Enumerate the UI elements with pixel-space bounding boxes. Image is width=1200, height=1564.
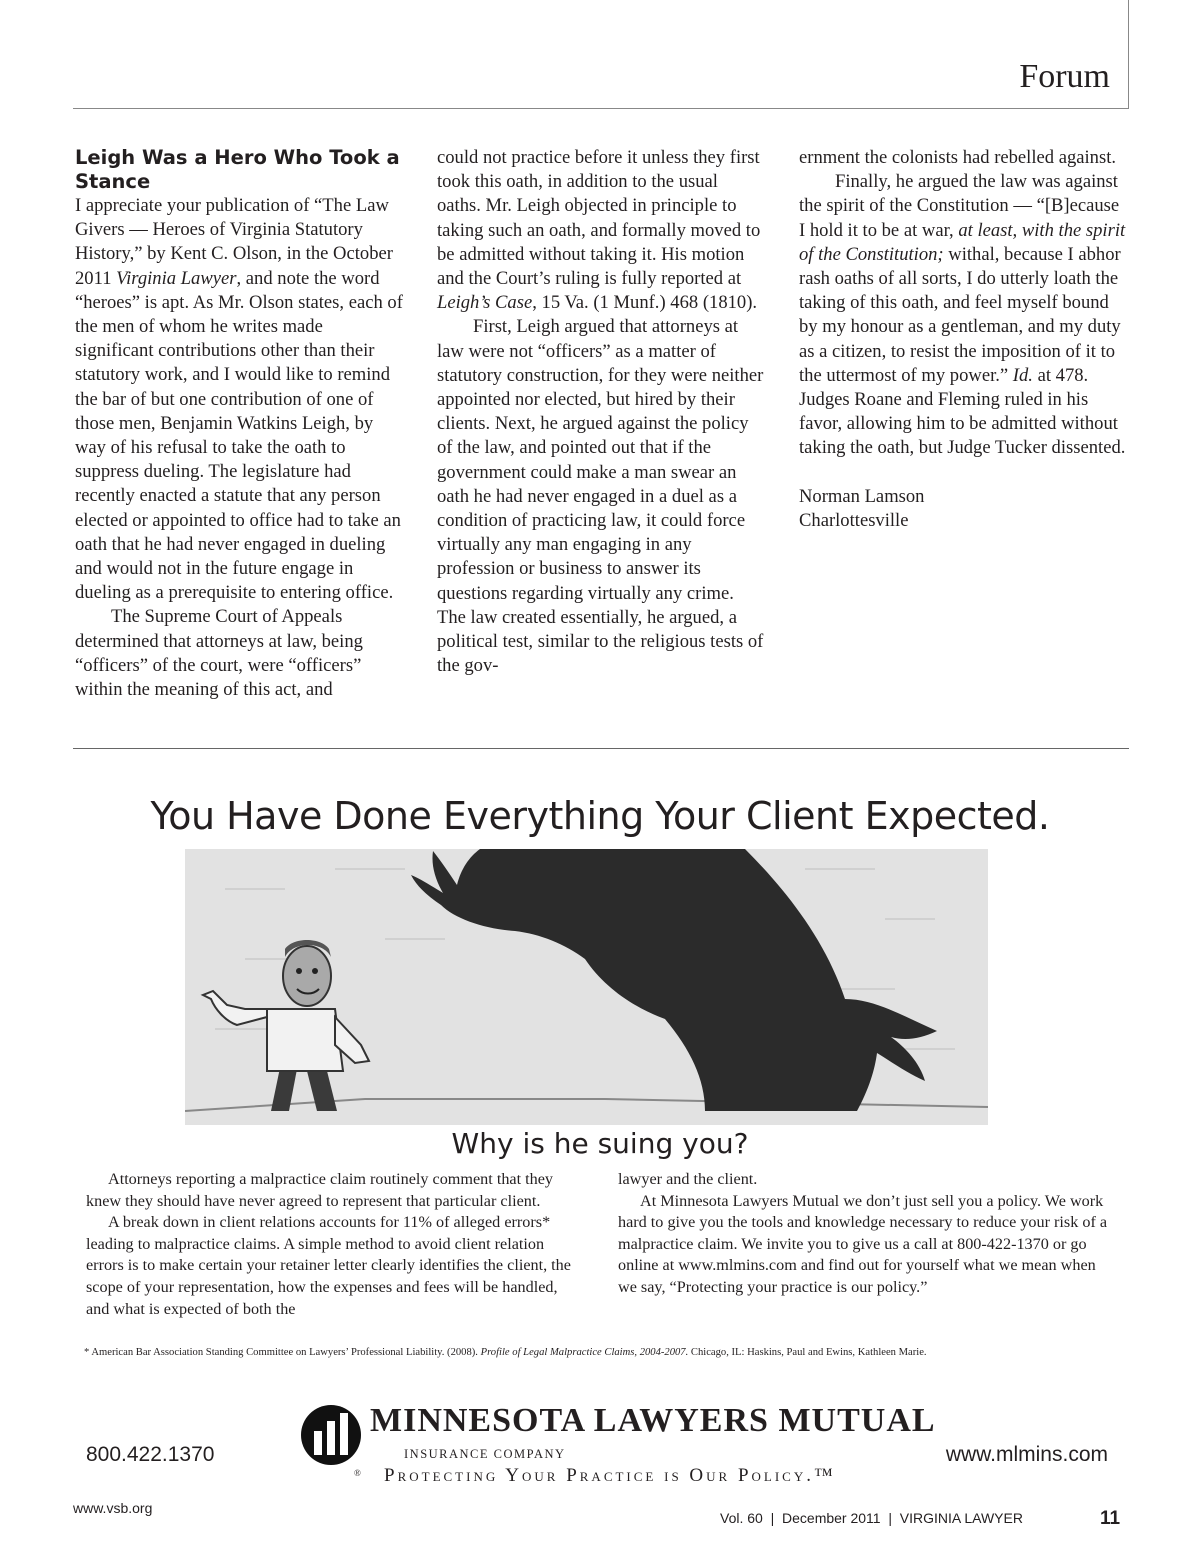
text-run: , and note the word “heroes” is apt. As Mr. Olson states, each of the men of whom he writes made significant contributions other than their statutory work, and I would like to remind the bar of but one contribution of one of those men, Benjamin Watkins Leigh, by way of his refusal to take the oath to suppress dueling. The legislature had recently enacted a statute that any person elected or appointed to office had to take an oath that he had never engaged in dueling and would not in the future engage in dueling as a prerequisite to entering office. bbox=[75, 267, 403, 604]
text-run: ernment the colonists had rebelled against. bbox=[799, 147, 1117, 168]
footer-website: www.vsb.org bbox=[73, 1500, 153, 1516]
article-paragraph bbox=[75, 605, 403, 702]
text-run: , 15 Va. (1 Munf.) 468 (1810). bbox=[532, 292, 758, 314]
ad-text-column-2 bbox=[618, 1169, 1112, 1299]
text-run: at 478. Judges Roane and Fleming ruled in his favor, allowing him to be admitted without taking the oath, but Judge Tucker dissented. bbox=[799, 364, 1126, 459]
article-headline: Leigh Was a Hero Who Took a Stance bbox=[75, 146, 400, 193]
ad-headline: You Have Done Everything Your Client Expected. bbox=[150, 794, 1050, 838]
signature-name: Norman Lamson bbox=[799, 485, 925, 507]
company-name: MINNESOTA LAWYERS MUTUAL bbox=[370, 1402, 936, 1439]
header-rule bbox=[73, 108, 1129, 109]
article-column-1 bbox=[75, 146, 403, 702]
text-run: The Supreme Court of Appeals determined that attorneys at law, being “officers” of the court, were “officers” within the meaning of this act, and bbox=[75, 606, 363, 701]
footnote-title: Profile of Legal Malpractice Claims, 2004-2007. bbox=[480, 1347, 689, 1358]
ad-phone: 800.422.1370 bbox=[86, 1443, 215, 1466]
ad-subheadline: Why is he suing you? bbox=[451, 1127, 749, 1160]
footer-issue: Vol. 60 | December 2011 | VIRGINIA LAWYER bbox=[720, 1510, 1023, 1526]
mlm-logo-icon bbox=[300, 1401, 362, 1481]
article-col1-body bbox=[75, 194, 403, 702]
ad-paragraph: A break down in client relations accounts for 11% of alleged errors* leading to malpractice claims. A simple method to avoid client relation errors is to make certain your retainer letter clearly identifies the client, the scope of your representation, how the expenses and fees will be handled, and what is expected of both the bbox=[86, 1213, 571, 1318]
ad-footnote bbox=[84, 1347, 1124, 1358]
text-run: First, Leigh argued that attorneys at law were not “officers” as a matter of statutory construction, for they were neither appointed nor elected, but hired by their clients. Next, he argued against the policy of the law, and pointed out that if the government could make a man swear an oath he had never engaged in a duel as a condition of practicing law, it could force virtually any man engaging in any profession or business to answer its questions regarding virtually any crime. The law created essentially, he argued, a political test, similar to the religious tests of the gov- bbox=[437, 316, 764, 677]
article-col2-body bbox=[437, 146, 765, 678]
cartoon-illustration bbox=[185, 849, 988, 1125]
registered-mark: ® bbox=[354, 1468, 361, 1478]
article-column-2 bbox=[437, 146, 765, 678]
article-column-3 bbox=[799, 146, 1127, 533]
company-tagline: Protecting Your Practice is Our Policy.™ bbox=[384, 1465, 836, 1486]
ad-text-column-1 bbox=[86, 1169, 580, 1320]
footnote-citation: * American Bar Association Standing Committee on Lawyers’ Professional Liability. (2008). bbox=[84, 1347, 481, 1358]
article-paragraph bbox=[75, 194, 403, 605]
article-paragraph bbox=[799, 170, 1127, 460]
header-vertical-rule bbox=[1128, 0, 1129, 108]
italic-text: Virginia Lawyer bbox=[116, 267, 237, 289]
company-subtitle: INSURANCE COMPANY bbox=[404, 1447, 566, 1461]
signature-place: Charlottesville bbox=[799, 509, 909, 531]
text-run: Finally, he argued the law was against the spirit of the Constitution — “[B]ecause I hold it to be at war, bbox=[799, 171, 1120, 241]
footnote-publisher: Chicago, IL: Haskins, Paul and Ewins, Kathleen Marie. bbox=[688, 1347, 927, 1358]
text-run: could not practice before it unless they first took this oath, in addition to the usual oaths. Mr. Leigh objected in principle to taking such an oath, and formally moved to be admitted without taking it. His motion and the Court’s ruling is fully reported at bbox=[437, 147, 761, 290]
italic-text: Leigh’s Case bbox=[437, 292, 533, 314]
italic-text: Id. bbox=[1012, 364, 1033, 386]
article-ad-divider bbox=[73, 748, 1129, 749]
ad-paragraph: At Minnesota Lawyers Mutual we don’t just sell you a policy. We work hard to give you the tools and knowledge necessary to reduce your risk of a malpractice claim. We invite you to give us a call at 800-422-1370 or go online at www.mlmins.com and find out for yourself what we mean when we say, “Protecting your practice is our policy.” bbox=[618, 1191, 1108, 1296]
ad-paragraph: Attorneys reporting a malpractice claim routinely comment that they knew they should have never agreed to represent that particular client. bbox=[86, 1170, 554, 1210]
page-number: 11 bbox=[1100, 1508, 1121, 1529]
article-col3-body bbox=[799, 146, 1127, 461]
article-paragraph bbox=[437, 146, 765, 315]
text-run: withal, because I abhor rash oaths of all sorts, I do utterly loath the taking of this oath, and feel myself bound by my honour as a gentleman, and my duty as a citizen, to resist the imposition of it to the uttermost of my power.” bbox=[799, 243, 1121, 386]
ad-website: www.mlmins.com bbox=[945, 1443, 1108, 1466]
ad-paragraph: lawyer and the client. bbox=[618, 1170, 758, 1188]
italic-text: at least, with the spirit of the Constitution; bbox=[799, 219, 1126, 265]
text-run: I appreciate your publication of “The Law Givers — Heroes of Virginia Statutory History,” by Kent C. Olson, in the October 2011 bbox=[75, 195, 393, 289]
article-paragraph bbox=[437, 315, 765, 678]
section-title: Forum bbox=[1019, 58, 1110, 95]
article-paragraph bbox=[799, 146, 1127, 170]
